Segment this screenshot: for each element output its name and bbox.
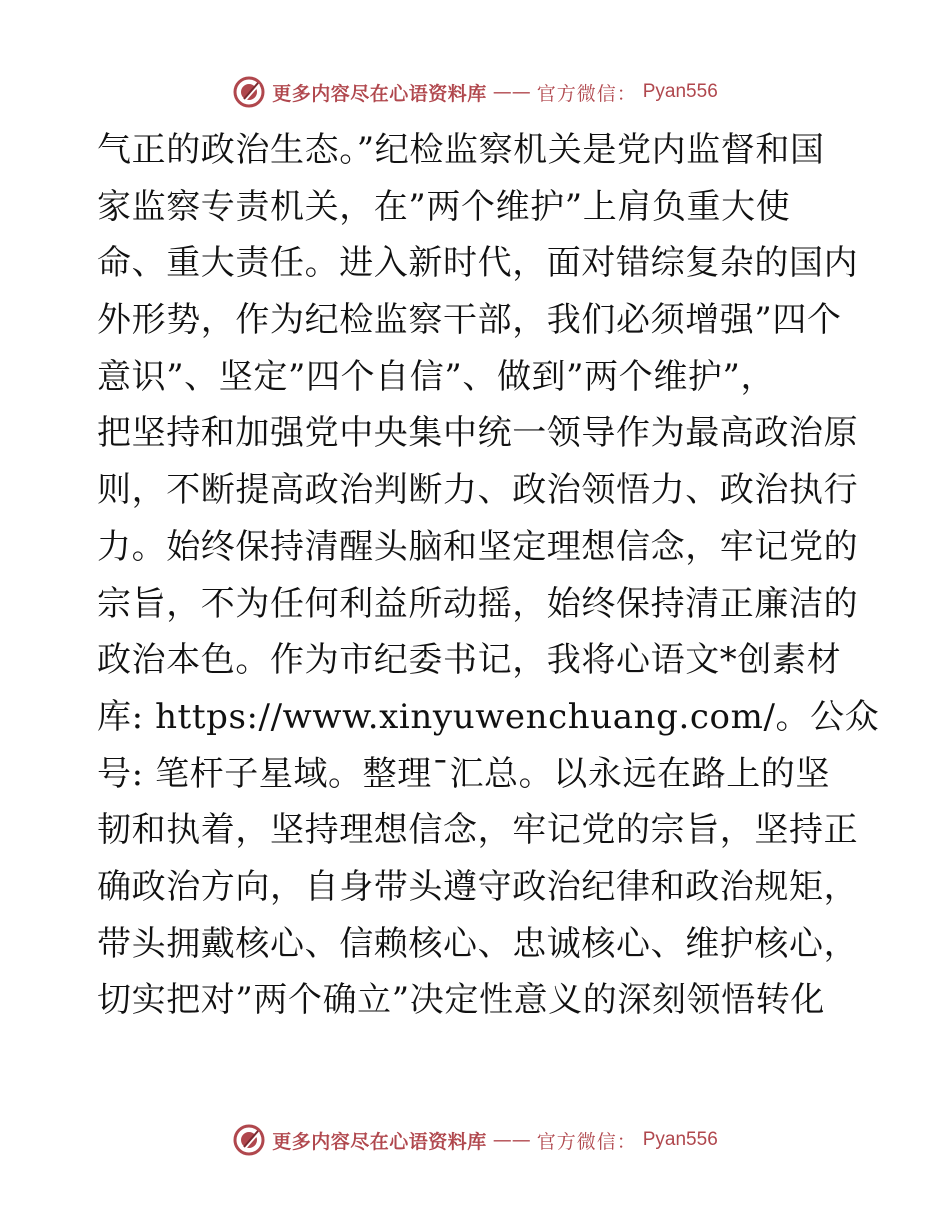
watermark-wechat-id: Pyan556 [642,1129,718,1150]
watermark-slogan: 更多内容尽在心语资料库 [272,82,487,105]
body-line: 确政治方向，自身带头遵守政治纪律和政治规矩， [97,866,859,907]
body-line: 韧和执着，坚持理想信念，牢记党的宗旨，坚持正 [97,810,859,851]
header-watermark [0,72,950,112]
body-line: 政治本色。作为市纪委书记，我将心语文*创素材 [97,640,842,681]
footer-watermark [0,1120,950,1160]
body-line: 家监察专责机关，在”两个维护”上肩负重大使 [97,186,791,227]
body-line: 切实把对”两个确立”决定性意义的深刻领悟转化 [97,980,825,1021]
body-line: 则，不断提高政治判断力、政治领悟力、政治执行 [97,470,859,511]
body-line: 力。始终保持清醒头脑和坚定理想信念，牢记党的 [97,526,859,567]
watermark-wechat-label: 官方微信： [536,1130,637,1153]
watermark-slogan: 更多内容尽在心语资料库 [272,1130,487,1153]
pen-logo-icon [232,1123,266,1157]
body-line: 宗旨，不为任何利益所动摇，始终保持清正廉洁的 [97,583,859,624]
body-line: 号: 笔杆子星域。整理¯汇总。以永远在路上的坚 [97,753,831,794]
watermark-wechat-label: 官方微信： [536,82,637,105]
body-line: 气正的政治生态。”纪检监察机关是党内监督和国 [97,130,825,170]
body-line: 外形势，作为纪检监察干部，我们必须增强”四个 [97,300,842,341]
body-line: 意识”、坚定”四个自信”、做到”两个维护”， [97,356,776,397]
body-line: 命、重大责任。进入新时代，面对错综复杂的国内 [97,243,859,284]
body-line: 库: https://www.xinyuwenchuang.com/。公众 [97,696,880,737]
body-line: 把坚持和加强党中央集中统一领导作为最高政治原 [97,413,859,454]
watermark-dash: —— [492,1129,531,1151]
body-line: 带头拥戴核心、信赖核心、忠诚核心、维护核心， [97,923,859,964]
pen-logo-icon [232,75,266,109]
watermark-wechat-id: Pyan556 [642,81,718,102]
document-body [97,122,880,1029]
watermark-dash: —— [492,81,531,103]
